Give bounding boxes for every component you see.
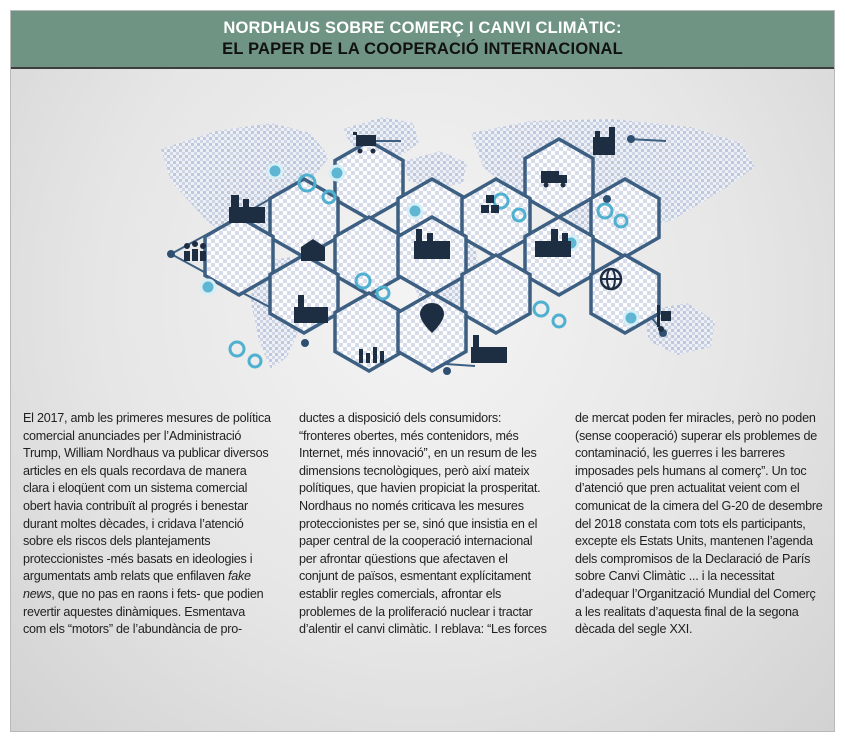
- trade-network-illustration: [11, 71, 834, 391]
- header-divider: [11, 67, 834, 69]
- hex-cell: [462, 179, 530, 257]
- article-col2-text: ductes a disposició dels consumidors: “fronteres obertes, més contenidors, més Internet, més innovació”, en un resum de les dimensions tecnològiques, però així mateix polítiques, que havien propiciat la prosperitat. Nordhaus no només criticava les mesures proteccionistes per se, sinó que insistia en el paper central de la cooperació internacional per afrontar qüestions que afectaven el conjunt de països, esmentant explícitament establir regles comercials, afrontar els problemes de la proliferació nuclear i tractar d’alentir el canvi climàtic. I reblava: “Les forces: [299, 411, 547, 637]
- article-title-line1: NORDHAUS SOBRE COMERÇ I CANVI CLIMÀTIC:: [223, 19, 622, 37]
- article-col1-text-b: , que no pas en raons i fets- que podien revertir aquestes dinàmiques. Esmentava com els “motors” de l’abundància de pro-: [23, 586, 264, 637]
- article-header: [11, 11, 834, 67]
- article-column-3: [575, 410, 823, 639]
- fake-news-term: fake news: [23, 569, 251, 601]
- article-col1-text-a: El 2017, amb les primeres mesures de política comercial anunciades per l’Administració Trump, William Nordhaus va publicar diversos articles en els quals recordava de manera clara i eloqüent com un sistema comercial obert havia contribuït al progrés i benestar durant moltes dècades, i cridava l’atenció sobre els riscos dels plantejaments proteccionistes -més basats en ideologies i argumentats amb relats que enfilaven: [23, 411, 271, 584]
- hex-cell: [335, 141, 403, 219]
- article-title-line2: EL PAPER DE LA COOPERACIÓ INTERNACIONAL: [222, 40, 623, 58]
- article-column-1: [23, 410, 271, 639]
- article-panel: [10, 10, 835, 732]
- hex-cell: [462, 255, 530, 333]
- article-column-2: [299, 410, 547, 639]
- article-col3-text: de mercat poden fer miracles, però no poden (sense cooperació) superar els problemes de contaminació, les guerres i les barreres imposades pels humans al comerç”. Un toc d’atenció que pren actualitat veient com el comunicat de la cimera del G-20 de desembre del 2018 constata com tots els participants, excepte els Estats Units, mantenen l’agenda dels compromisos de la Declaració de París sobre Canvi Climàtic ... i la necessitat d’adequar l’Organització Mundial del Comerç a les realitats d’aquesta final de la segona dècada del segle XXI.: [575, 411, 823, 637]
- people-group-icon: [184, 241, 206, 261]
- article-body: [23, 410, 823, 639]
- factory-icon: [471, 335, 507, 363]
